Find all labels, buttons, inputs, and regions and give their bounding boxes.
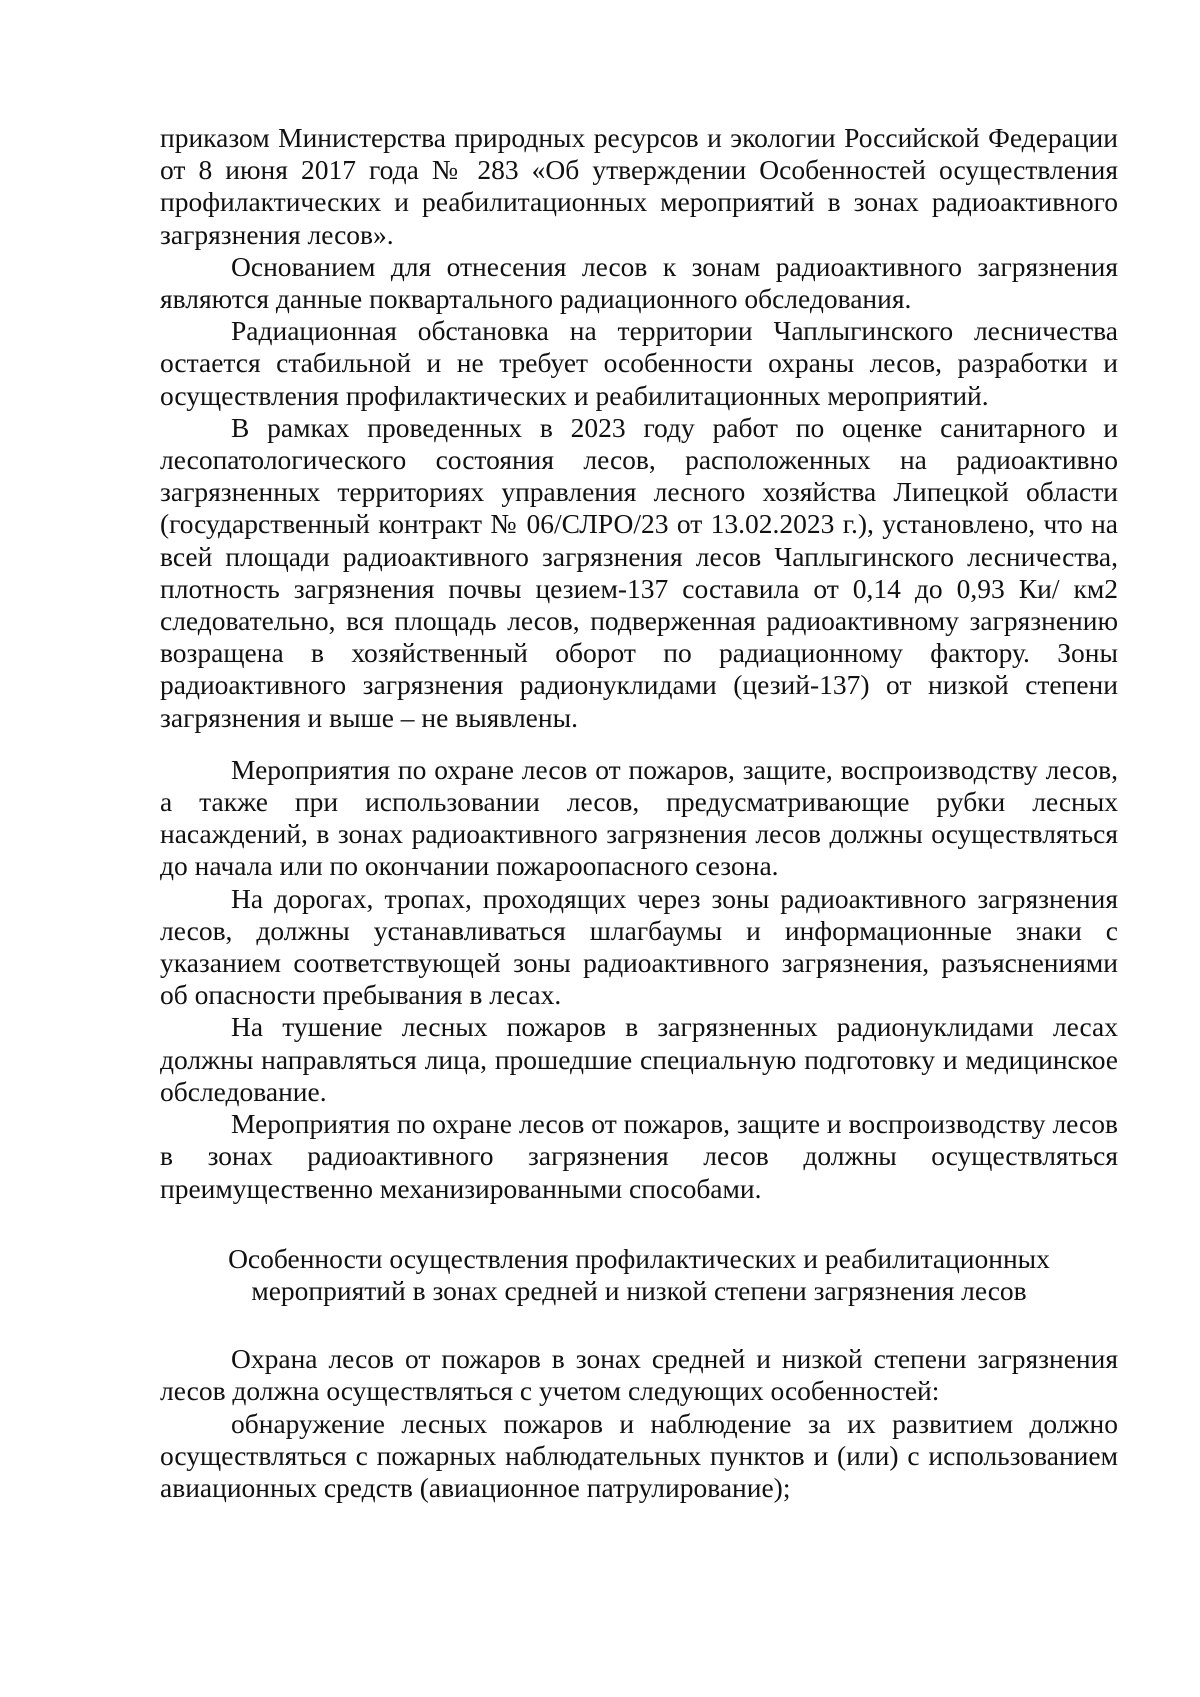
paragraph-road-barriers: На дорогах, тропах, проходящих через зоны радиоактивного загрязнения лесов, должны устанавливаться шлагбаумы и информационные знаки с указанием соответствующей зоны радиоактивного загрязнения, разъяснениями об опасности пребывания в лесах. (160, 882, 1118, 1011)
section-heading: Особенности осуществления профилактических и реабилитационных мероприятий в зонах средней и низкой степени загрязнения лесов (228, 1242, 1050, 1306)
paragraph-basis: Основанием для отнесения лесов к зонам радиоактивного загрязнения являются данные поквартального радиационного обследования. (160, 250, 1118, 315)
paragraph-mechanized-methods: Мероприятия по охране лесов от пожаров, защите и воспроизводству лесов в зонах радиоактивного загрязнения лесов должны осуществляться преимущественно механизированными способами. (160, 1108, 1118, 1204)
paragraph-firefighters: На тушение лесных пожаров в загрязненных радионуклидами лесах должны направляться лица, прошедшие специальную подготовку и медицинское обследование. (160, 1011, 1118, 1107)
paragraph-order-reference: приказом Министерства природных ресурсов и экологии Российской Федерации от 8 июня 2017 года № 283 «Об утверждении Особенностей осуществления профилактических и реабилитационных мероприятий в зонах радиоактивного загрязнения лесов». (160, 122, 1118, 250)
paragraph-fire-protection-measures: Мероприятия по охране лесов от пожаров, защите, воспроизводству лесов, а также при использовании лесов, предусматривающие рубки лесных насаждений, в зонах радиоактивного загрязнения лесов должны осуществляться до начала или по окончании пожароопасного сезона. (160, 753, 1118, 882)
document-body (160, 122, 1118, 1504)
paragraph-radiation-situation: Радиационная обстановка на территории Чаплыгинского лесничества остается стабильной и не требует особенности охраны лесов, разработки и осуществления профилактических и реабилитационных мероприятий. (160, 315, 1118, 411)
paragraph-fire-protection-zones: Охрана лесов от пожаров в зонах средней и низкой степени загрязнения лесов должна осуществляться с учетом следующих особенностей: (160, 1343, 1118, 1407)
paragraph-fire-detection: обнаружение лесных пожаров и наблюдение за их развитием должно осуществляться с пожарных наблюдательных пунктов и (или) с использованием авиационных средств (авиационное патрулирование); (160, 1407, 1118, 1503)
paragraph-2023-assessment: В рамках проведенных в 2023 году работ по оценке санитарного и лесопатологического состояния лесов, расположенных на радиоактивно загрязненных территориях управления лесного хозяйства Липецкой области (государственный контракт № 06/СЛРО/23 от 13.02.2023 г.), установлено, что на всей площади радиоактивного загрязнения лесов Чаплыгинского лесничества, плотность загрязнения почвы цезием-137 составила от 0,14 до 0,93 Ки/ км2 следовательно, вся площадь лесов, подверженная радиоактивному загрязнению возращена в хозяйственный оборот по радиационному фактору. Зоны радиоактивного загрязнения радионуклидами (цезий-137) от низкой степени загрязнения и выше – не выявлены. (160, 411, 1118, 733)
